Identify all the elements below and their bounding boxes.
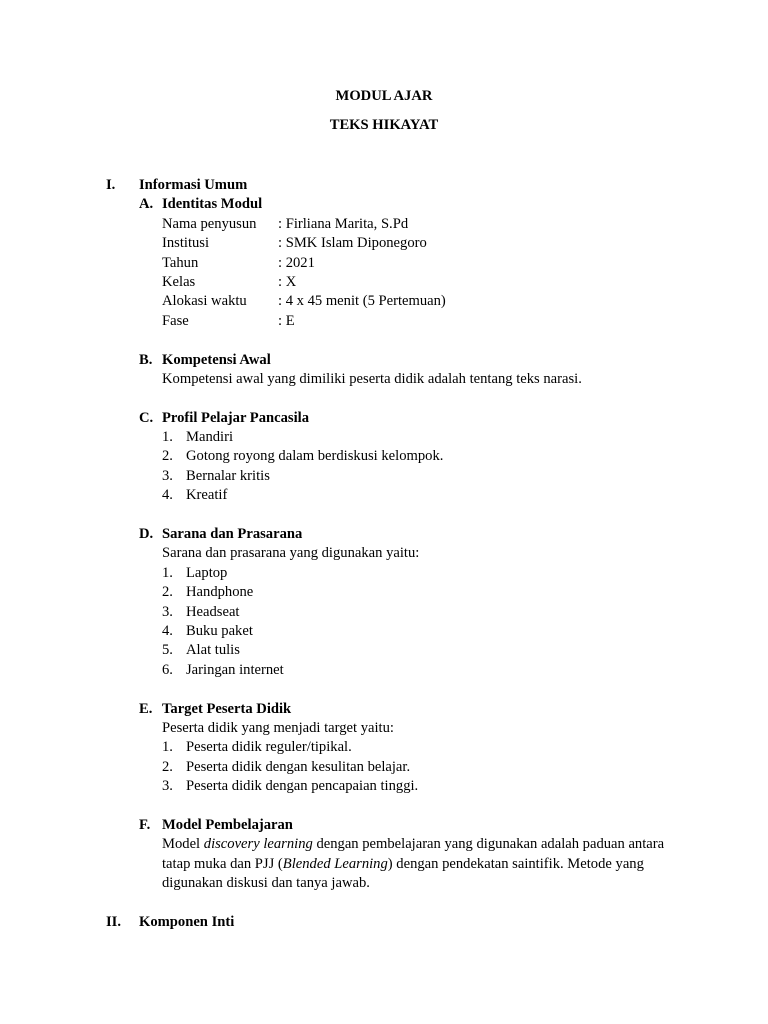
list-number: 4.: [162, 622, 173, 639]
list-item: [0, 641, 768, 660]
section-2-title: Komponen Inti: [139, 913, 235, 930]
list-number: 3.: [162, 467, 173, 484]
doc-subtitle: TEKS HIKAYAT: [329, 117, 439, 133]
identity-value: : Firliana Marita, S.Pd: [278, 215, 409, 232]
list-number: 1.: [162, 564, 173, 581]
list-item: [0, 777, 768, 796]
model-paragraph-block: [0, 835, 768, 893]
model-text-2: dengan pembelajaran yang digunakan adalah paduan antara tatap muka dan PJJ (: [162, 836, 665, 872]
subsection-e-title: Target Peserta Didik: [162, 700, 292, 717]
subsection-e-number: E.: [139, 700, 153, 717]
subsection-c-number: C.: [139, 409, 154, 426]
model-paragraph: [162, 835, 682, 893]
model-text-1: Model: [162, 836, 204, 853]
identity-label: Fase: [162, 312, 189, 329]
subsection-b-title: Kompetensi Awal: [162, 351, 271, 368]
subsection-b-heading: [0, 351, 768, 370]
list-text: Jaringan internet: [186, 661, 284, 678]
list-text: Buku paket: [186, 622, 253, 639]
identity-row: [0, 215, 768, 234]
list-number: 1.: [162, 739, 173, 756]
subsection-f-number: F.: [139, 816, 151, 833]
identity-row: [0, 312, 768, 331]
section-1-heading: [0, 176, 768, 195]
list-number: 2.: [162, 584, 173, 601]
doc-title: MODUL AJAR: [335, 88, 433, 104]
list-item: [0, 447, 768, 466]
list-number: 2.: [162, 448, 173, 465]
list-number: 3.: [162, 778, 173, 795]
list-text: Peserta didik reguler/tipikal.: [186, 739, 352, 756]
list-text: Bernalar kritis: [186, 467, 270, 484]
subsection-a-number: A.: [139, 196, 154, 213]
subsection-e-heading: [0, 700, 768, 719]
section-1-title: Informasi Umum: [139, 177, 248, 193]
identity-label: Alokasi waktu: [162, 293, 247, 310]
sarana-intro: Sarana dan prasarana yang digunakan yaitu:: [162, 545, 420, 562]
subsection-f-title: Model Pembelajaran: [162, 816, 293, 833]
list-item: [0, 583, 768, 602]
subsection-d-number: D.: [139, 526, 154, 543]
list-item: [0, 486, 768, 505]
list-number: 1.: [162, 429, 173, 446]
paragraph-line: [0, 544, 768, 563]
list-item: [0, 564, 768, 583]
model-text-3: ) dengan pendekatan saintifik. Metode yang digunakan diskusi dan tanya jawab.: [162, 855, 644, 892]
subsection-c-heading: [0, 409, 768, 428]
model-italic-2: Blended Learning: [282, 855, 388, 872]
list-text: Alat tulis: [186, 642, 240, 659]
section-1-number: I.: [106, 177, 116, 193]
subsection-c-title: Profil Pelajar Pancasila: [162, 409, 309, 426]
section-2-number: II.: [106, 913, 122, 930]
identity-label: Tahun: [162, 254, 199, 271]
list-item: [0, 738, 768, 757]
paragraph-line: [0, 370, 768, 389]
list-text: Peserta didik dengan kesulitan belajar.: [186, 758, 411, 775]
list-text: Peserta didik dengan pencapaian tinggi.: [186, 778, 419, 795]
model-italic-1: discovery learning: [203, 836, 313, 853]
identity-row: [0, 273, 768, 292]
subsection-a-title: Identitas Modul: [162, 196, 263, 213]
list-item: [0, 622, 768, 641]
list-item: [0, 428, 768, 447]
list-text: Mandiri: [186, 429, 234, 446]
list-text: Laptop: [186, 564, 228, 581]
identity-value: : 2021: [278, 254, 315, 271]
list-number: 4.: [162, 487, 173, 504]
identity-value: : 4 x 45 menit (5 Pertemuan): [278, 293, 446, 310]
identity-row: [0, 292, 768, 311]
subsection-b-number: B.: [139, 351, 153, 368]
list-text: Gotong royong dalam berdiskusi kelompok.: [186, 448, 444, 465]
identity-value: : SMK Islam Diponegoro: [278, 235, 427, 252]
identity-value: : E: [278, 312, 295, 329]
list-text: Handphone: [186, 584, 254, 601]
list-item: [0, 603, 768, 622]
list-number: 3.: [162, 603, 173, 620]
list-number: 6.: [162, 661, 173, 678]
identity-label: Institusi: [162, 235, 210, 252]
identity-row: [0, 254, 768, 273]
doc-body: [0, 176, 768, 932]
identity-row: [0, 234, 768, 253]
list-number: 2.: [162, 758, 173, 775]
identity-label: Kelas: [162, 273, 196, 290]
list-item: [0, 467, 768, 486]
identity-label: Nama penyusun: [162, 215, 257, 232]
subsection-d-title: Sarana dan Prasarana: [162, 526, 303, 543]
list-text: Kreatif: [186, 487, 228, 504]
subsection-a-heading: [0, 195, 768, 214]
identity-value: : X: [278, 273, 297, 290]
section-2-heading: [0, 913, 768, 932]
list-item: [0, 661, 768, 680]
subsection-f-heading: [0, 816, 768, 835]
paragraph-line: [0, 719, 768, 738]
list-text: Headseat: [186, 603, 240, 620]
list-item: [0, 758, 768, 777]
list-number: 5.: [162, 642, 173, 659]
subsection-d-heading: [0, 525, 768, 544]
kompetensi-text: Kompetensi awal yang dimiliki peserta didik adalah tentang teks narasi.: [162, 370, 582, 387]
target-intro: Peserta didik yang menjadi target yaitu:: [162, 719, 394, 736]
